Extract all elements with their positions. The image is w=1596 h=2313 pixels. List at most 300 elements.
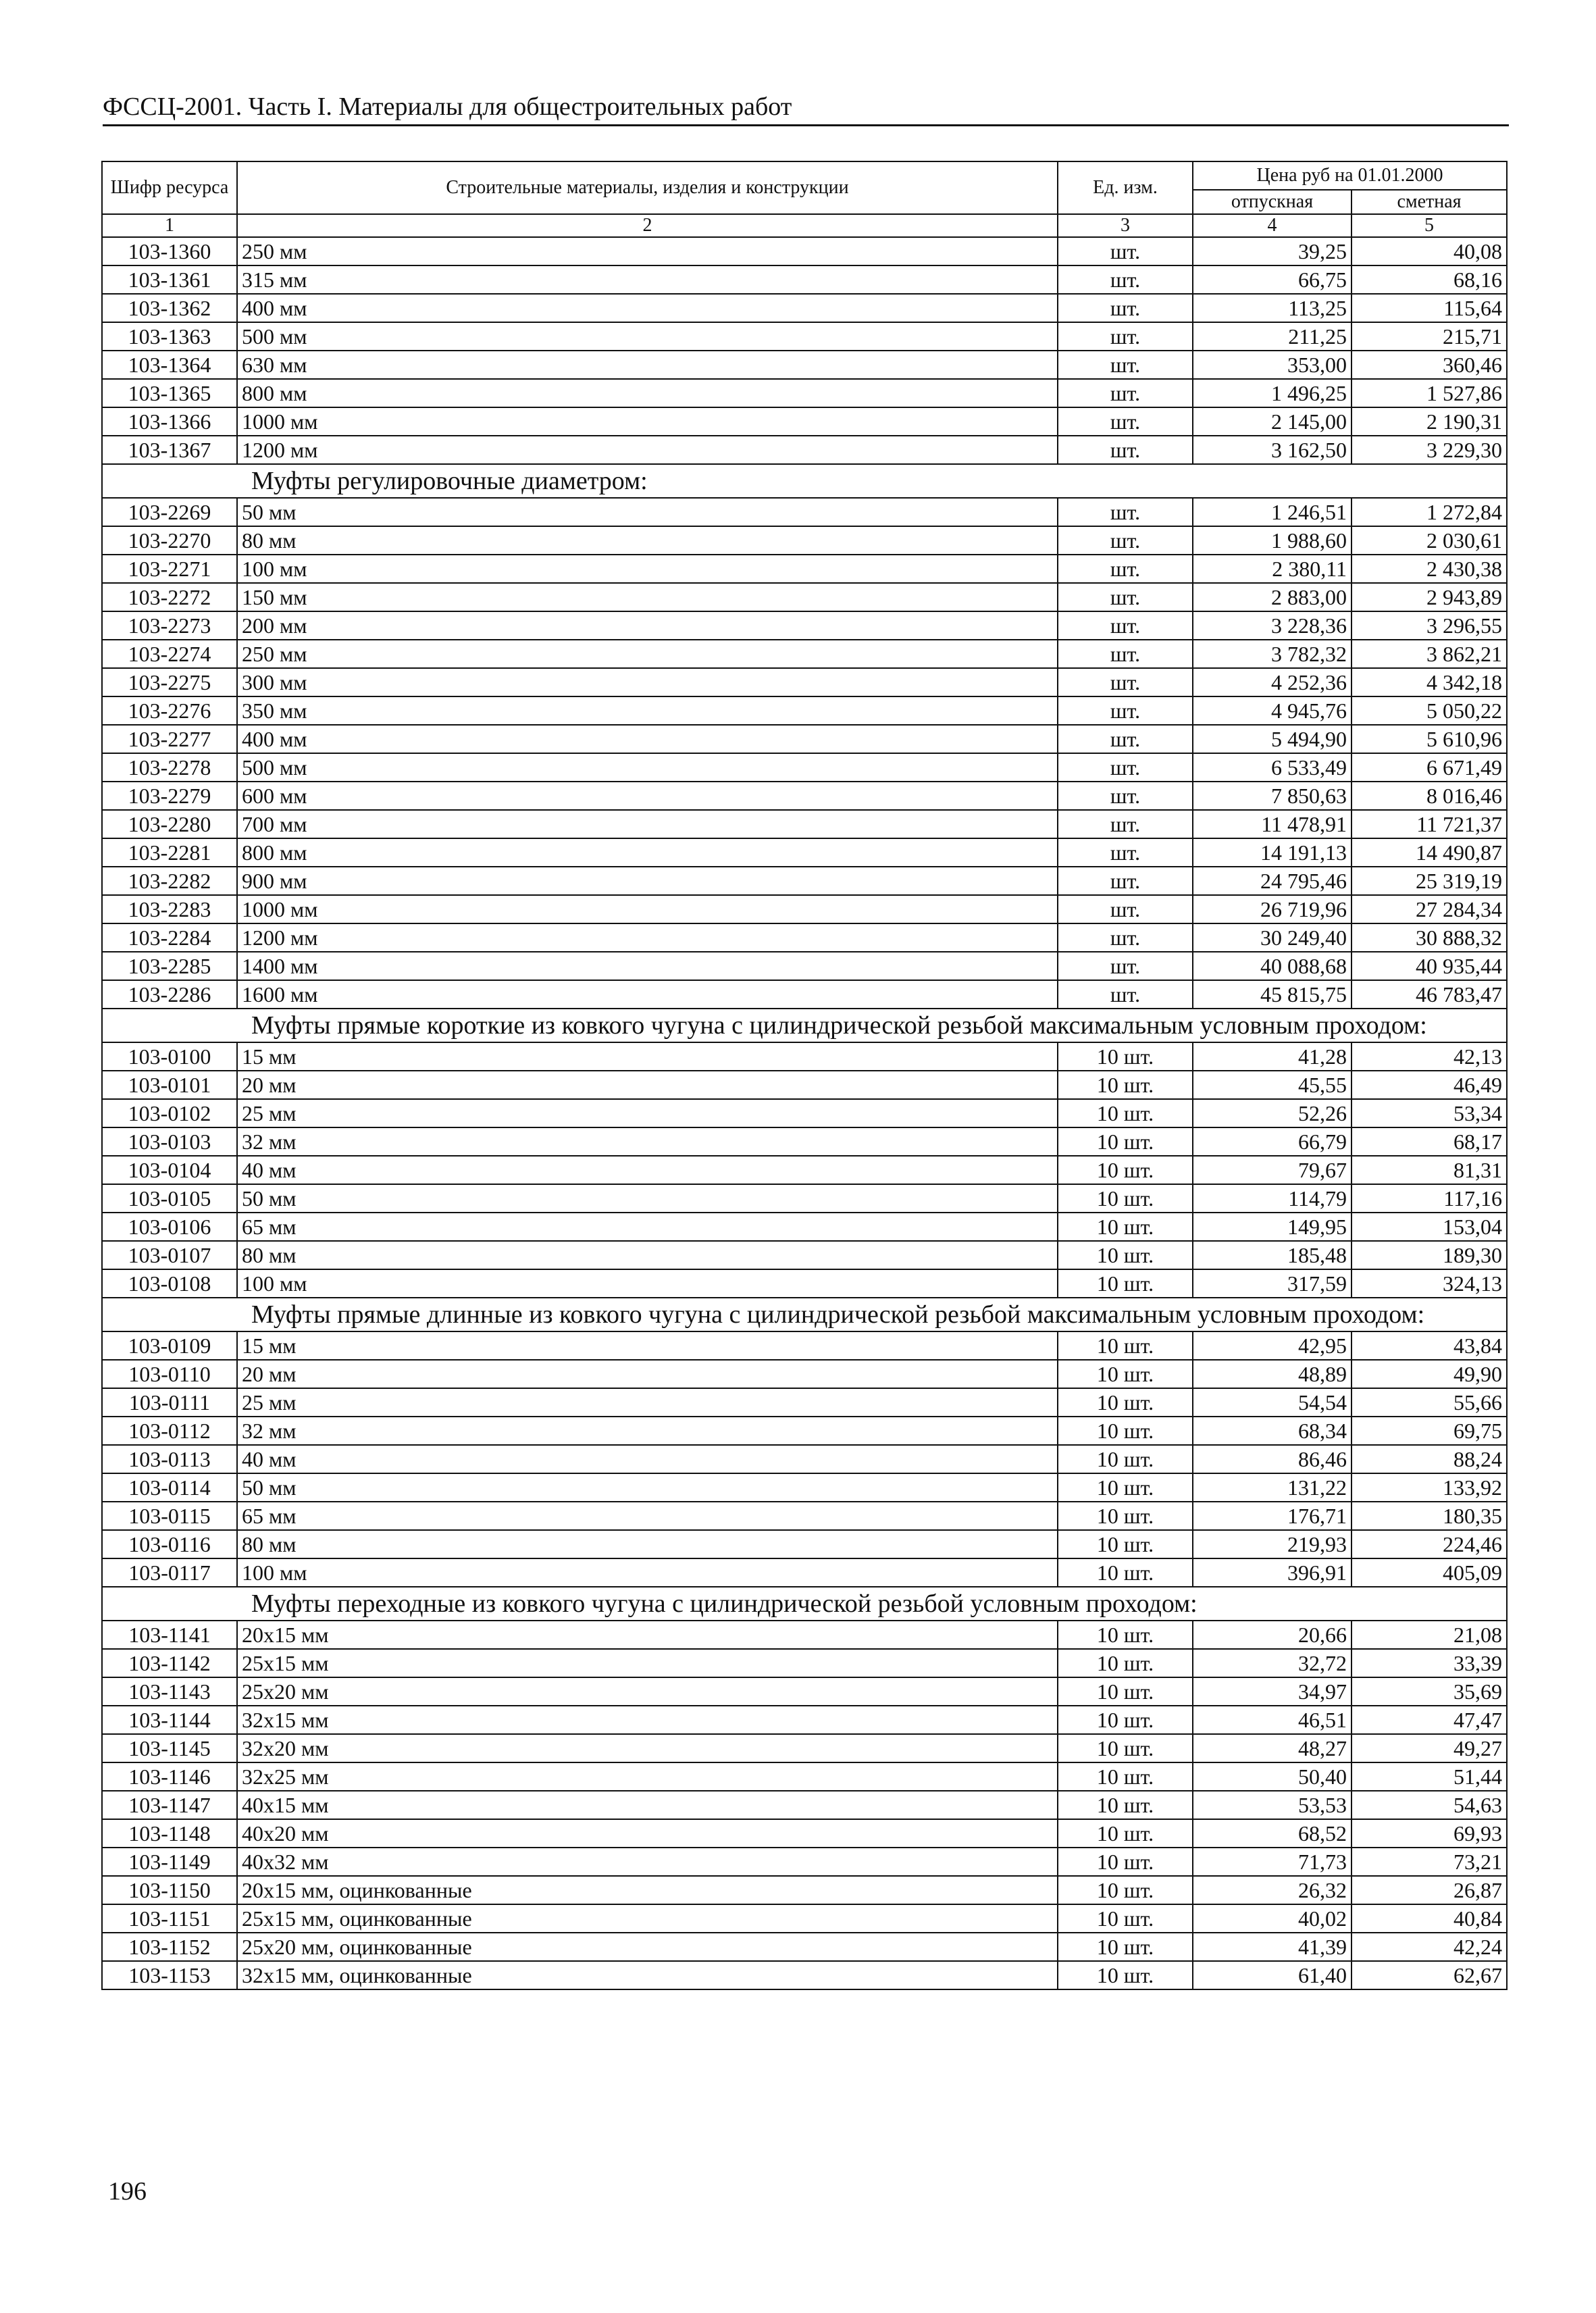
unit-cell: шт. [1058,838,1193,867]
release-price-cell: 66,75 [1193,265,1352,294]
estimate-price-cell: 49,90 [1352,1360,1507,1388]
resource-code-cell: 103-2282 [102,867,237,895]
unit-cell: шт. [1058,810,1193,838]
estimate-price-cell: 180,35 [1352,1502,1507,1530]
material-name-cell: 25x20 мм [237,1677,1058,1706]
table-row [102,498,1507,526]
material-name-cell: 50 мм [237,1473,1058,1502]
unit-cell: шт. [1058,867,1193,895]
table-row [102,265,1507,294]
table-row [102,379,1507,407]
release-price-cell: 20,66 [1193,1621,1352,1649]
release-price-cell: 39,25 [1193,237,1352,265]
material-name-cell: 25x20 мм, оцинкованные [237,1933,1058,1961]
table-row [102,1762,1507,1791]
unit-cell: 10 шт. [1058,1099,1193,1127]
table-row [102,583,1507,611]
material-name-cell: 1400 мм [237,952,1058,980]
unit-cell: шт. [1058,322,1193,351]
release-price-cell: 114,79 [1193,1184,1352,1213]
section-title: Муфты прямые длинные из ковкого чугуна с цилиндрической резьбой максимальным условным проходом: [102,1298,1507,1331]
unit-cell: шт. [1058,351,1193,379]
release-price-cell: 131,22 [1193,1473,1352,1502]
release-price-cell: 61,40 [1193,1961,1352,1989]
table-row [102,351,1507,379]
estimate-price-cell: 35,69 [1352,1677,1507,1706]
unit-cell: 10 шт. [1058,1762,1193,1791]
unit-cell: 10 шт. [1058,1961,1193,1989]
estimate-price-cell: 26,87 [1352,1876,1507,1904]
estimate-price-cell: 68,16 [1352,265,1507,294]
release-price-cell: 71,73 [1193,1848,1352,1876]
estimate-price-cell: 42,24 [1352,1933,1507,1961]
unit-cell: шт. [1058,498,1193,526]
unit-cell: 10 шт. [1058,1621,1193,1649]
material-name-cell: 200 мм [237,611,1058,640]
table-row [102,1933,1507,1961]
release-price-cell: 353,00 [1193,351,1352,379]
unit-cell: 10 шт. [1058,1819,1193,1848]
material-name-cell: 80 мм [237,1530,1058,1558]
release-price-cell: 68,52 [1193,1819,1352,1848]
unit-cell: 10 шт. [1058,1502,1193,1530]
table-row [102,1530,1507,1558]
unit-cell: 10 шт. [1058,1241,1193,1269]
material-name-cell: 40x32 мм [237,1848,1058,1876]
release-price-cell: 211,25 [1193,322,1352,351]
resource-code-cell: 103-1146 [102,1762,237,1791]
estimate-price-cell: 55,66 [1352,1388,1507,1417]
resource-code-cell: 103-0100 [102,1042,237,1071]
resource-code-cell: 103-0116 [102,1530,237,1558]
release-price-cell: 45 815,75 [1193,980,1352,1009]
material-name-cell: 50 мм [237,498,1058,526]
price-table-body [102,237,1507,1989]
unit-cell: 10 шт. [1058,1530,1193,1558]
release-price-cell: 3 228,36 [1193,611,1352,640]
estimate-price-cell: 51,44 [1352,1762,1507,1791]
estimate-price-cell: 49,27 [1352,1734,1507,1762]
estimate-price-cell: 3 862,21 [1352,640,1507,668]
material-name-cell: 25x15 мм [237,1649,1058,1677]
resource-code-cell: 103-1364 [102,351,237,379]
release-price-cell: 2 883,00 [1193,583,1352,611]
material-name-cell: 25x15 мм, оцинкованные [237,1904,1058,1933]
material-name-cell: 630 мм [237,351,1058,379]
estimate-price-cell: 324,13 [1352,1269,1507,1298]
material-name-cell: 400 мм [237,294,1058,322]
column-header-unit: Ед. изм. [1058,161,1193,214]
estimate-price-cell: 40,84 [1352,1904,1507,1933]
estimate-price-cell: 6 671,49 [1352,753,1507,782]
resource-code-cell: 103-0103 [102,1127,237,1156]
estimate-price-cell: 189,30 [1352,1241,1507,1269]
estimate-price-cell: 30 888,32 [1352,923,1507,952]
release-price-cell: 45,55 [1193,1071,1352,1099]
resource-code-cell: 103-0105 [102,1184,237,1213]
resource-code-cell: 103-1149 [102,1848,237,1876]
column-header-code: Шифр ресурса [102,161,237,214]
release-price-cell: 68,34 [1193,1417,1352,1445]
release-price-cell: 40,02 [1193,1904,1352,1933]
release-price-cell: 86,46 [1193,1445,1352,1473]
table-row [102,838,1507,867]
material-name-cell: 1000 мм [237,407,1058,436]
material-name-cell: 700 мм [237,810,1058,838]
release-price-cell: 2 145,00 [1193,407,1352,436]
table-row [102,725,1507,753]
unit-cell: 10 шт. [1058,1876,1193,1904]
release-price-cell: 32,72 [1193,1649,1352,1677]
estimate-price-cell: 46,49 [1352,1071,1507,1099]
table-row [102,1876,1507,1904]
table-row [102,1042,1507,1071]
material-name-cell: 65 мм [237,1213,1058,1241]
estimate-price-cell: 43,84 [1352,1331,1507,1360]
unit-cell: шт. [1058,782,1193,810]
unit-cell: шт. [1058,583,1193,611]
material-name-cell: 32x20 мм [237,1734,1058,1762]
release-price-cell: 1 496,25 [1193,379,1352,407]
estimate-price-cell: 54,63 [1352,1791,1507,1819]
resource-code-cell: 103-2284 [102,923,237,952]
material-name-cell: 1000 мм [237,895,1058,923]
estimate-price-cell: 2 430,38 [1352,555,1507,583]
estimate-price-cell: 62,67 [1352,1961,1507,1989]
unit-cell: шт. [1058,265,1193,294]
material-name-cell: 80 мм [237,1241,1058,1269]
material-name-cell: 300 мм [237,668,1058,696]
table-row [102,1473,1507,1502]
estimate-price-cell: 1 272,84 [1352,498,1507,526]
table-row [102,1360,1507,1388]
resource-code-cell: 103-0107 [102,1241,237,1269]
material-name-cell: 500 мм [237,322,1058,351]
material-name-cell: 250 мм [237,640,1058,668]
material-name-cell: 20 мм [237,1071,1058,1099]
resource-code-cell: 103-2283 [102,895,237,923]
estimate-price-cell: 3 229,30 [1352,436,1507,464]
unit-cell: 10 шт. [1058,1791,1193,1819]
release-price-cell: 4 252,36 [1193,668,1352,696]
table-row [102,1099,1507,1127]
resource-code-cell: 103-2281 [102,838,237,867]
resource-code-cell: 103-1152 [102,1933,237,1961]
resource-code-cell: 103-1145 [102,1734,237,1762]
estimate-price-cell: 68,17 [1352,1127,1507,1156]
resource-code-cell: 103-1148 [102,1819,237,1848]
release-price-cell: 14 191,13 [1193,838,1352,867]
release-price-cell: 42,95 [1193,1331,1352,1360]
estimate-price-cell: 2 030,61 [1352,526,1507,555]
resource-code-cell: 103-1365 [102,379,237,407]
unit-cell: шт. [1058,237,1193,265]
resource-code-cell: 103-0115 [102,1502,237,1530]
unit-cell: 10 шт. [1058,1127,1193,1156]
table-row [102,1213,1507,1241]
release-price-cell: 149,95 [1193,1213,1352,1241]
resource-code-cell: 103-2280 [102,810,237,838]
release-price-cell: 176,71 [1193,1502,1352,1530]
table-row [102,1819,1507,1848]
release-price-cell: 11 478,91 [1193,810,1352,838]
release-price-cell: 1 246,51 [1193,498,1352,526]
estimate-price-cell: 5 610,96 [1352,725,1507,753]
unit-cell: шт. [1058,640,1193,668]
material-name-cell: 32x25 мм [237,1762,1058,1791]
release-price-cell: 24 795,46 [1193,867,1352,895]
estimate-price-cell: 8 016,46 [1352,782,1507,810]
material-name-cell: 400 мм [237,725,1058,753]
material-name-cell: 50 мм [237,1184,1058,1213]
material-name-cell: 100 мм [237,1269,1058,1298]
table-row [102,1649,1507,1677]
release-price-cell: 113,25 [1193,294,1352,322]
table-row [102,1706,1507,1734]
resource-code-cell: 103-1144 [102,1706,237,1734]
table-row [102,322,1507,351]
table-row [102,1445,1507,1473]
unit-cell: шт. [1058,696,1193,725]
estimate-price-cell: 115,64 [1352,294,1507,322]
release-price-cell: 30 249,40 [1193,923,1352,952]
unit-cell: шт. [1058,611,1193,640]
unit-cell: шт. [1058,379,1193,407]
estimate-price-cell: 81,31 [1352,1156,1507,1184]
release-price-cell: 66,79 [1193,1127,1352,1156]
material-name-cell: 80 мм [237,526,1058,555]
estimate-price-cell: 69,75 [1352,1417,1507,1445]
estimate-price-cell: 27 284,34 [1352,895,1507,923]
column-header-price-estimate: сметная [1352,190,1507,214]
table-row [102,237,1507,265]
material-name-cell: 65 мм [237,1502,1058,1530]
material-name-cell: 150 мм [237,583,1058,611]
unit-cell: 10 шт. [1058,1360,1193,1388]
resource-code-cell: 103-2277 [102,725,237,753]
column-number: 4 [1193,214,1352,237]
column-header-price: Цена руб на 01.01.2000 [1193,161,1507,190]
resource-code-cell: 103-0104 [102,1156,237,1184]
estimate-price-cell: 133,92 [1352,1473,1507,1502]
resource-code-cell: 103-2271 [102,555,237,583]
unit-cell: 10 шт. [1058,1156,1193,1184]
resource-code-cell: 103-0108 [102,1269,237,1298]
resource-code-cell: 103-1151 [102,1904,237,1933]
table-row [102,526,1507,555]
table-row [102,1388,1507,1417]
estimate-price-cell: 69,93 [1352,1819,1507,1848]
table-row [102,1127,1507,1156]
resource-code-cell: 103-1147 [102,1791,237,1819]
table-row [102,1904,1507,1933]
resource-code-cell: 103-2270 [102,526,237,555]
release-price-cell: 396,91 [1193,1558,1352,1587]
release-price-cell: 48,27 [1193,1734,1352,1762]
material-name-cell: 500 мм [237,753,1058,782]
release-price-cell: 3 162,50 [1193,436,1352,464]
table-row [102,1791,1507,1819]
section-title: Муфты прямые короткие из ковкого чугуна с цилиндрической резьбой максимальным условным проходом: [102,1009,1507,1042]
table-row [102,555,1507,583]
table-row [102,1621,1507,1649]
estimate-price-cell: 25 319,19 [1352,867,1507,895]
material-name-cell: 40 мм [237,1445,1058,1473]
material-name-cell: 100 мм [237,1558,1058,1587]
table-row [102,1156,1507,1184]
column-number: 1 [102,214,237,237]
resource-code-cell: 103-1150 [102,1876,237,1904]
unit-cell: 10 шт. [1058,1473,1193,1502]
section-title: Муфты переходные из ковкого чугуна с цилиндрической резьбой условным проходом: [102,1587,1507,1621]
material-name-cell: 25 мм [237,1388,1058,1417]
resource-code-cell: 103-1142 [102,1649,237,1677]
estimate-price-cell: 2 943,89 [1352,583,1507,611]
unit-cell: шт. [1058,294,1193,322]
material-name-cell: 20 мм [237,1360,1058,1388]
table-row [102,1848,1507,1876]
table-row [102,1502,1507,1530]
unit-cell: шт. [1058,725,1193,753]
material-name-cell: 25 мм [237,1099,1058,1127]
resource-code-cell: 103-2275 [102,668,237,696]
release-price-cell: 1 988,60 [1193,526,1352,555]
table-row [102,294,1507,322]
resource-code-cell: 103-0109 [102,1331,237,1360]
material-name-cell: 315 мм [237,265,1058,294]
table-row [102,810,1507,838]
resource-code-cell: 103-1363 [102,322,237,351]
unit-cell: шт. [1058,753,1193,782]
release-price-cell: 54,54 [1193,1388,1352,1417]
column-header-price-release: отпускная [1193,190,1352,214]
unit-cell: шт. [1058,952,1193,980]
section-row [102,464,1507,498]
release-price-cell: 26,32 [1193,1876,1352,1904]
release-price-cell: 53,53 [1193,1791,1352,1819]
release-price-cell: 26 719,96 [1193,895,1352,923]
resource-code-cell: 103-0111 [102,1388,237,1417]
table-row [102,1241,1507,1269]
column-header-name: Строительные материалы, изделия и конструкции [237,161,1058,214]
estimate-price-cell: 40,08 [1352,237,1507,265]
release-price-cell: 185,48 [1193,1241,1352,1269]
resource-code-cell: 103-0112 [102,1417,237,1445]
resource-code-cell: 103-1361 [102,265,237,294]
table-row [102,668,1507,696]
release-price-cell: 2 380,11 [1193,555,1352,583]
resource-code-cell: 103-1367 [102,436,237,464]
material-name-cell: 1200 мм [237,923,1058,952]
material-name-cell: 15 мм [237,1042,1058,1071]
price-table-header [102,161,1507,237]
release-price-cell: 48,89 [1193,1360,1352,1388]
table-row [102,867,1507,895]
resource-code-cell: 103-1141 [102,1621,237,1649]
material-name-cell: 32 мм [237,1127,1058,1156]
estimate-price-cell: 46 783,47 [1352,980,1507,1009]
unit-cell: 10 шт. [1058,1677,1193,1706]
release-price-cell: 52,26 [1193,1099,1352,1127]
table-row [102,1417,1507,1445]
unit-cell: 10 шт. [1058,1649,1193,1677]
estimate-price-cell: 53,34 [1352,1099,1507,1127]
material-name-cell: 800 мм [237,838,1058,867]
estimate-price-cell: 360,46 [1352,351,1507,379]
release-price-cell: 5 494,90 [1193,725,1352,753]
estimate-price-cell: 215,71 [1352,322,1507,351]
column-number: 3 [1058,214,1193,237]
estimate-price-cell: 405,09 [1352,1558,1507,1587]
resource-code-cell: 103-1362 [102,294,237,322]
unit-cell: 10 шт. [1058,1269,1193,1298]
release-price-cell: 4 945,76 [1193,696,1352,725]
unit-cell: 10 шт. [1058,1734,1193,1762]
resource-code-cell: 103-2279 [102,782,237,810]
release-price-cell: 219,93 [1193,1530,1352,1558]
column-number: 5 [1352,214,1507,237]
resource-code-cell: 103-1366 [102,407,237,436]
unit-cell: шт. [1058,923,1193,952]
release-price-cell: 40 088,68 [1193,952,1352,980]
unit-cell: 10 шт. [1058,1706,1193,1734]
estimate-price-cell: 33,39 [1352,1649,1507,1677]
section-row [102,1009,1507,1042]
table-row [102,1558,1507,1587]
material-name-cell: 250 мм [237,237,1058,265]
table-row [102,980,1507,1009]
unit-cell: шт. [1058,407,1193,436]
unit-cell: шт. [1058,555,1193,583]
material-name-cell: 32x15 мм [237,1706,1058,1734]
column-number: 2 [237,214,1058,237]
section-title: Муфты регулировочные диаметром: [102,464,1507,498]
resource-code-cell: 103-1360 [102,237,237,265]
material-name-cell: 900 мм [237,867,1058,895]
table-row [102,952,1507,980]
table-row [102,640,1507,668]
table-row [102,895,1507,923]
material-name-cell: 40x15 мм [237,1791,1058,1819]
estimate-price-cell: 11 721,37 [1352,810,1507,838]
material-name-cell: 20x15 мм, оцинкованные [237,1876,1058,1904]
table-row [102,1071,1507,1099]
unit-cell: шт. [1058,436,1193,464]
material-name-cell: 32x15 мм, оцинкованные [237,1961,1058,1989]
unit-cell: 10 шт. [1058,1184,1193,1213]
section-row [102,1298,1507,1331]
unit-cell: шт. [1058,668,1193,696]
estimate-price-cell: 4 342,18 [1352,668,1507,696]
unit-cell: 10 шт. [1058,1558,1193,1587]
release-price-cell: 34,97 [1193,1677,1352,1706]
table-row [102,782,1507,810]
material-name-cell: 800 мм [237,379,1058,407]
estimate-price-cell: 42,13 [1352,1042,1507,1071]
unit-cell: 10 шт. [1058,1213,1193,1241]
resource-code-cell: 103-0114 [102,1473,237,1502]
resource-code-cell: 103-2276 [102,696,237,725]
estimate-price-cell: 3 296,55 [1352,611,1507,640]
unit-cell: шт. [1058,526,1193,555]
resource-code-cell: 103-0113 [102,1445,237,1473]
table-row [102,923,1507,952]
material-name-cell: 350 мм [237,696,1058,725]
resource-code-cell: 103-2274 [102,640,237,668]
resource-code-cell: 103-1153 [102,1961,237,1989]
resource-code-cell: 103-2272 [102,583,237,611]
material-name-cell: 15 мм [237,1331,1058,1360]
